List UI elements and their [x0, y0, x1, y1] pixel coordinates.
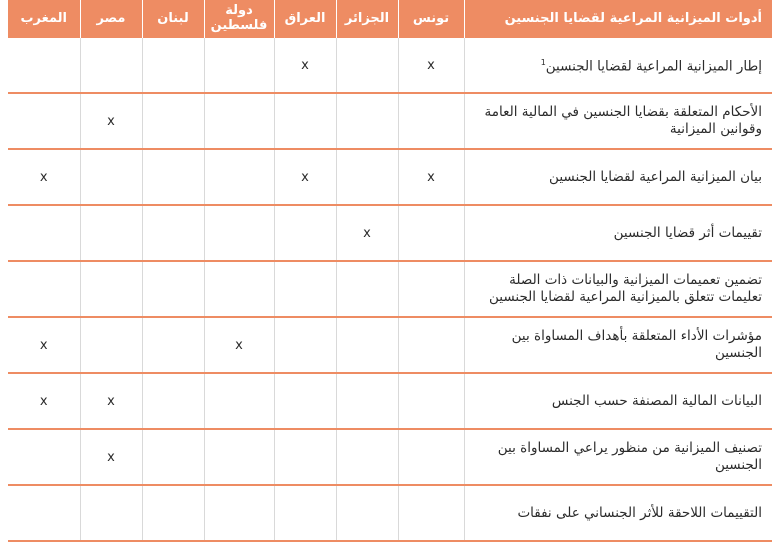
mark-cell: [336, 38, 398, 93]
mark-cell: x: [398, 38, 464, 93]
header-algeria: الجزائر: [336, 0, 398, 38]
mark-cell: [274, 205, 336, 261]
header-palestine: دولة فلسطين: [204, 0, 274, 38]
mark-cell: [80, 38, 142, 93]
gender-budgeting-tools-table: [8, 0, 772, 542]
mark-cell: [398, 205, 464, 261]
table-row: [8, 205, 772, 261]
mark-cell: [398, 373, 464, 429]
row-tool-label: مؤشرات الأداء المتعلقة بأهداف المساواة بين الجنسين: [464, 317, 772, 373]
header-egypt: مصر: [80, 0, 142, 38]
row-tool-label: البيانات المالية المصنفة حسب الجنس: [464, 373, 772, 429]
mark-cell: [80, 317, 142, 373]
mark-cell: [204, 205, 274, 261]
mark-cell: [204, 261, 274, 317]
mark-cell: x: [8, 149, 80, 205]
table-row: [8, 485, 772, 541]
mark-cell: [398, 429, 464, 485]
mark-cell: [274, 429, 336, 485]
row-tool-label: تضمين تعميمات الميزانية والبيانات ذات الصلة تعليمات تتعلق بالميزانية المراعية لقضايا الجنسين: [464, 261, 772, 317]
table-row: [8, 38, 772, 93]
mark-cell: x: [274, 38, 336, 93]
mark-cell: [142, 317, 204, 373]
table-row: [8, 317, 772, 373]
mark-cell: x: [80, 373, 142, 429]
mark-cell: [336, 149, 398, 205]
row-tool-label: بيان الميزانية المراعية لقضايا الجنسين: [464, 149, 772, 205]
mark-cell: [274, 373, 336, 429]
mark-cell: [336, 429, 398, 485]
mark-cell: [204, 149, 274, 205]
tool-text: إطار الميزانية المراعية لقضايا الجنسين: [545, 58, 762, 75]
table-row: [8, 373, 772, 429]
mark-cell: [204, 429, 274, 485]
mark-cell: x: [204, 317, 274, 373]
table-row: [8, 149, 772, 205]
mark-cell: x: [274, 149, 336, 205]
mark-cell: [398, 485, 464, 541]
mark-cell: [204, 38, 274, 93]
mark-cell: [8, 205, 80, 261]
mark-cell: [142, 38, 204, 93]
mark-cell: [274, 317, 336, 373]
mark-cell: [8, 429, 80, 485]
mark-cell: [8, 261, 80, 317]
mark-cell: [142, 261, 204, 317]
mark-cell: [80, 485, 142, 541]
mark-cell: x: [80, 93, 142, 149]
table-row: [8, 429, 772, 485]
mark-cell: [274, 261, 336, 317]
row-tool-label: التقييمات اللاحقة للأثر الجنساني على نفقات: [464, 485, 772, 541]
mark-cell: [8, 38, 80, 93]
table-body: [8, 38, 772, 541]
mark-cell: [336, 485, 398, 541]
mark-cell: [142, 93, 204, 149]
header-morocco: المغرب: [8, 0, 80, 38]
mark-cell: [142, 149, 204, 205]
mark-cell: x: [336, 205, 398, 261]
mark-cell: x: [8, 373, 80, 429]
mark-cell: [142, 205, 204, 261]
table-row: [8, 261, 772, 317]
mark-cell: [336, 373, 398, 429]
mark-cell: [336, 93, 398, 149]
mark-cell: [142, 429, 204, 485]
mark-cell: x: [80, 429, 142, 485]
mark-cell: [398, 317, 464, 373]
header-tunisia: تونس: [398, 0, 464, 38]
mark-cell: [204, 485, 274, 541]
row-tool-label: تصنيف الميزانية من منظور يراعي المساواة بين الجنسين: [464, 429, 772, 485]
mark-cell: [80, 149, 142, 205]
mark-cell: x: [8, 317, 80, 373]
header-lebanon: لبنان: [142, 0, 204, 38]
mark-cell: [274, 93, 336, 149]
row-tool-label: [464, 38, 772, 93]
header-tools: أدوات الميزانية المراعية لقضايا الجنسين: [464, 0, 772, 38]
table-header: [8, 0, 772, 38]
mark-cell: [204, 93, 274, 149]
table-row: [8, 93, 772, 149]
mark-cell: [8, 93, 80, 149]
mark-cell: [336, 317, 398, 373]
mark-cell: [8, 485, 80, 541]
mark-cell: [142, 373, 204, 429]
mark-cell: [204, 373, 274, 429]
row-tool-label: الأحكام المتعلقة بقضايا الجنسين في المالية العامة وقوانين الميزانية: [464, 93, 772, 149]
header-iraq: العراق: [274, 0, 336, 38]
mark-cell: [142, 485, 204, 541]
mark-cell: [336, 261, 398, 317]
mark-cell: x: [398, 149, 464, 205]
mark-cell: [398, 93, 464, 149]
mark-cell: [274, 485, 336, 541]
gender-budgeting-table-container: [8, 0, 772, 542]
mark-cell: [398, 261, 464, 317]
footnote-mark: 1: [540, 58, 546, 68]
row-tool-label: تقييمات أثر قضايا الجنسين: [464, 205, 772, 261]
mark-cell: [80, 261, 142, 317]
mark-cell: [80, 205, 142, 261]
